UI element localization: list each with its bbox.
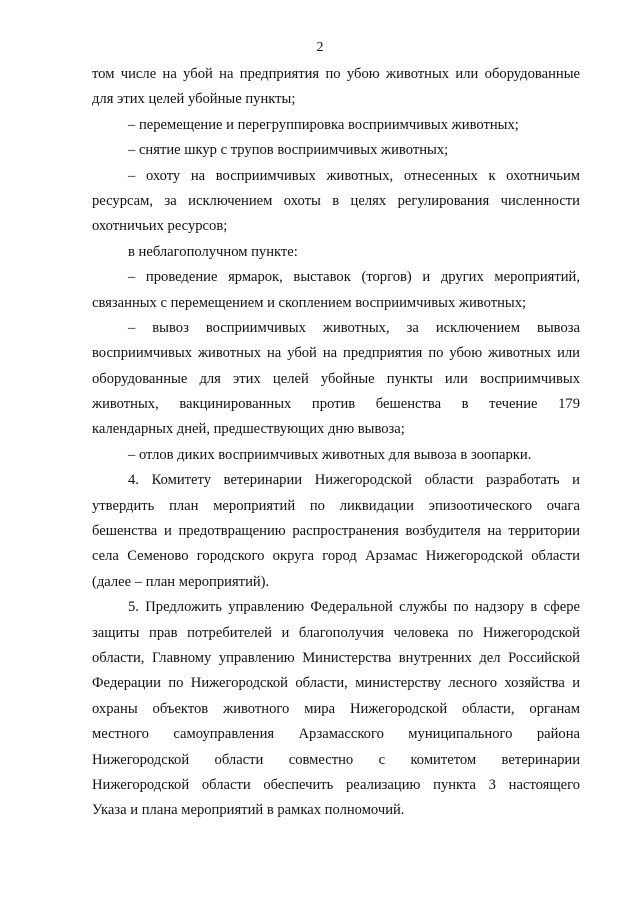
text-line: Нижегородской области обеспечить реализацию пункта 3 настоящего: [92, 776, 580, 793]
text-line: – проведение ярмарок, выставок (торгов) и других мероприятий,: [128, 269, 580, 286]
page-number: 2: [316, 40, 324, 55]
text-line: – охоту на восприимчивых животных, отнесенных к охотничьим: [128, 167, 580, 184]
text-line: – вывоз восприимчивых животных, за исключением вывоза: [128, 319, 580, 336]
text-line: оборудованные для этих целей убойные пункты или восприимчивых: [92, 370, 580, 387]
text-line: защиты прав потребителей и благополучия человека по Нижегородской: [92, 624, 580, 641]
document-body: [92, 62, 580, 824]
text-line: том числе на убой на предприятия по убою животных или оборудованные: [92, 66, 580, 82]
text-line: в неблагополучном пункте:: [128, 243, 298, 260]
text-line: для этих целей убойные пункты;: [92, 91, 296, 108]
text-line: календарных дней, предшествующих дню вывоза;: [92, 421, 405, 438]
text-line: Нижегородской области совместно с комитетом ветеринарии: [92, 751, 580, 768]
text-line: утвердить план мероприятий по ликвидации эпизоотического очага: [92, 497, 580, 514]
text-line: ресурсам, за исключением охоты в целях регулирования численности: [92, 192, 580, 209]
text-line: охраны объектов животного мира Нижегородской области, органам: [92, 700, 580, 717]
text-line: Указа и плана мероприятий в рамках полномочий.: [92, 802, 405, 819]
text-line: области, Главному управлению Министерства внутренних дел Российской: [92, 649, 580, 666]
text-line: (далее – план мероприятий).: [92, 573, 270, 590]
text-line: связанных с перемещением и скоплением восприимчивых животных;: [92, 294, 527, 311]
text-line: – перемещение и перегруппировка восприимчивых животных;: [128, 116, 519, 133]
text-line: – снятие шкур с трупов восприимчивых животных;: [128, 142, 449, 159]
text-line: охотничьих ресурсов;: [92, 218, 228, 235]
text-line: восприимчивых животных на убой на предприятия по убою животных или: [92, 345, 580, 362]
text-line: животных, вакцинированных против бешенства в течение 179: [92, 396, 580, 413]
text-line: местного самоуправления Арзамасского муниципального района: [92, 726, 580, 743]
text-line: 4. Комитету ветеринарии Нижегородской области разработать и: [128, 472, 580, 489]
text-line: Федерации по Нижегородской области, министерству лесного хозяйства и: [92, 675, 580, 692]
text-line: села Семеново городского округа город Арзамас Нижегородской области: [92, 548, 580, 565]
text-line: 5. Предложить управлению Федеральной службы по надзору в сфере: [128, 599, 580, 616]
text-line: – отлов диких восприимчивых животных для вывоза в зоопарки.: [128, 446, 532, 463]
text-line: бешенства и предотвращению распространения возбудителя на территории: [92, 523, 580, 540]
